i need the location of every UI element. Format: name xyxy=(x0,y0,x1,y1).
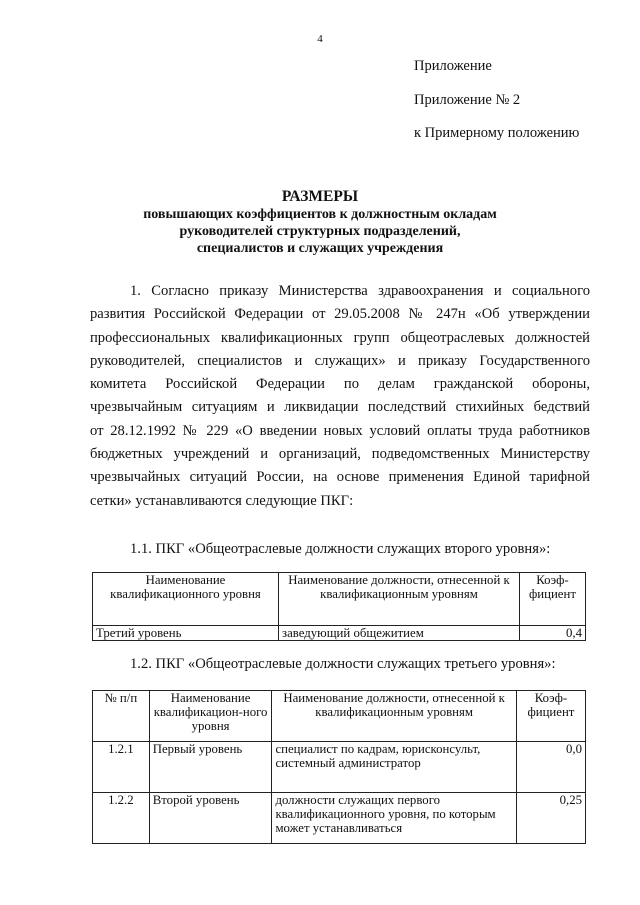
cell-coef: 0,0 xyxy=(516,742,585,793)
document-subtitle-line-3: специалистов и служащих учреждения xyxy=(196,241,444,256)
header-level: Наименование квалификационного уровня xyxy=(93,573,279,626)
table-row xyxy=(93,793,586,844)
appendix-label: Приложение xyxy=(414,58,492,74)
paragraph-line: от 28.12.1992 № 229 «О введении новых условий оплаты труда работников xyxy=(90,422,590,439)
cell-level: Первый уровень xyxy=(149,742,272,793)
header-num: № п/п xyxy=(93,691,150,742)
table-1-2 xyxy=(92,690,586,844)
cell-coef: 0,4 xyxy=(519,626,585,641)
cell-level: Третий уровень xyxy=(93,626,279,641)
appendix-number: Приложение № 2 xyxy=(414,92,521,108)
header-coef: Коэф-фициент xyxy=(516,691,585,742)
table-row xyxy=(93,742,586,793)
table-1-1 xyxy=(92,572,586,641)
table-row xyxy=(93,626,586,641)
cell-num: 1.2.2 xyxy=(93,793,150,844)
paragraph-line: сетки» устанавливаются следующие ПКГ: xyxy=(90,492,354,509)
header-coef: Коэф-фициент xyxy=(519,573,585,626)
appendix-reference: к Примерному положению xyxy=(414,125,580,141)
document-subtitle-line-1: повышающих коэффициентов к должностным окладам xyxy=(143,207,497,222)
paragraph-line: бюджетных учреждений и организаций, подведомственных Министерству xyxy=(90,446,590,463)
paragraph-line: комитета Российской Федерации по делам гражданской обороны, xyxy=(90,376,590,393)
cell-level: Второй уровень xyxy=(149,793,272,844)
page-number: 4 xyxy=(317,33,323,45)
paragraph-line: руководителей, специалистов и служащих» и приказу Государственного xyxy=(90,352,590,369)
header-level: Наименование квалификацион-ного уровня xyxy=(149,691,272,742)
cell-position: должности служащих первого квалификационного уровня, по которым может устанавливаться xyxy=(272,793,516,844)
paragraph-line: профессиональных квалификационных групп общеотраслевых должностей xyxy=(90,329,590,346)
section-1-2-heading: 1.2. ПКГ «Общеотраслевые должности служащих третьего уровня»: xyxy=(130,656,556,672)
paragraph-line: чрезвычайным ситуациям и ликвидации последствий стихийных бедствий xyxy=(90,399,590,416)
intro-paragraph xyxy=(90,280,590,513)
table-header-row xyxy=(93,691,586,742)
document-title: РАЗМЕРЫ xyxy=(281,188,359,205)
table-header-row xyxy=(93,573,586,626)
paragraph-line: развития Российской Федерации от 29.05.2008 № 247н «Об утверждении xyxy=(90,306,590,323)
header-position: Наименование должности, отнесенной к квалификационным уровням xyxy=(279,573,520,626)
paragraph-line: чрезвычайных ситуаций России, на основе применения Единой тарифной xyxy=(90,469,590,486)
section-1-1-heading: 1.1. ПКГ «Общеотраслевые должности служащих второго уровня»: xyxy=(130,541,551,557)
cell-position: заведующий общежитием xyxy=(279,626,520,641)
cell-position: специалист по кадрам, юрисконсульт, системный администратор xyxy=(272,742,516,793)
cell-coef: 0,25 xyxy=(516,793,585,844)
cell-num: 1.2.1 xyxy=(93,742,150,793)
document-subtitle-line-2: руководителей структурных подразделений, xyxy=(179,224,461,239)
paragraph-line: 1. Согласно приказу Министерства здравоохранения и социального xyxy=(130,283,590,299)
header-position: Наименование должности, отнесенной к квалификационным уровням xyxy=(272,691,516,742)
